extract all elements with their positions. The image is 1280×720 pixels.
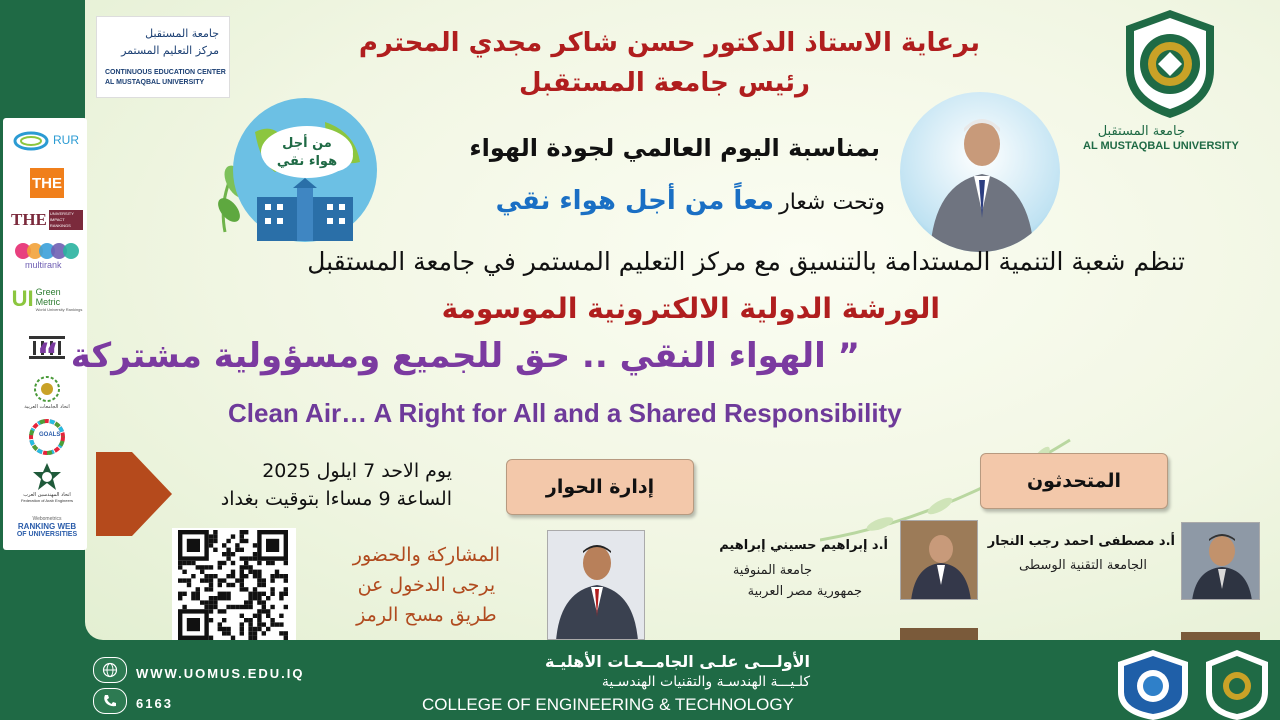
webometrics-logo bbox=[11, 510, 83, 544]
rur-logo bbox=[11, 124, 83, 158]
arab-engineers-sub: Federation of Arab Engineers bbox=[20, 497, 74, 503]
the-label: THE bbox=[30, 168, 64, 198]
speaker-1-name: أ.د مصطفى احمد رجب النجار bbox=[987, 534, 1175, 549]
the-impact-label: THE bbox=[11, 210, 47, 229]
speaker-1-affiliation: الجامعة التقنية الوسطى bbox=[1019, 558, 1147, 573]
phone-icon[interactable] bbox=[93, 688, 127, 714]
speaker-photo-1 bbox=[1181, 522, 1260, 600]
event-time: الساعة 9 مساءا بتوقيت بغداد bbox=[220, 488, 452, 510]
the-impact-logo bbox=[11, 206, 83, 234]
footer-en-line: COLLEGE OF ENGINEERING & TECHNOLOGY bbox=[422, 695, 794, 714]
greenmetric-ui-mark: UI bbox=[11, 286, 34, 311]
workshop-label: الورشة الدولية الالكترونية الموسومة bbox=[441, 292, 940, 325]
rur-label: RUR bbox=[53, 133, 79, 147]
speaker-2-country: جمهورية مصر العربية bbox=[747, 584, 862, 599]
patronage-line1: برعاية الاستاذ الدكتور حسن شاكر مجدي المحترم bbox=[358, 28, 980, 58]
college-shield-logo bbox=[1114, 648, 1192, 720]
patronage-line2: رئيس جامعة المستقبل bbox=[519, 68, 810, 98]
slogan-highlight: معاً من أجل هواء نقي bbox=[495, 186, 774, 216]
greenmetric-sub: World University Rankings bbox=[35, 306, 83, 312]
footer-phone[interactable]: 6163 bbox=[136, 696, 173, 711]
speakers-label: المتحدثون bbox=[980, 453, 1168, 509]
moderator-label: إدارة الحوار bbox=[506, 459, 694, 515]
speaker-2-affiliation: جامعة المنوفية bbox=[732, 563, 812, 578]
globe-icon[interactable] bbox=[93, 657, 127, 683]
person-silhouette-icon bbox=[1182, 523, 1260, 600]
speaker-photo-4-partial bbox=[1181, 632, 1260, 640]
continuing-education-logo bbox=[96, 16, 230, 98]
arab-engineers-label: اتحاد المهندسين العرب bbox=[23, 491, 71, 498]
person-silhouette-icon bbox=[900, 92, 1060, 252]
attendance-instructions bbox=[353, 540, 500, 630]
attendance-line1: المشاركة والحضور bbox=[352, 544, 500, 566]
globe-glyph-icon bbox=[102, 662, 118, 678]
university-footer-logo bbox=[1202, 648, 1272, 720]
phone-glyph-icon bbox=[102, 693, 118, 709]
arab-universities-label: اتحاد الجامعات العربية bbox=[24, 404, 70, 410]
greenmetric-logo bbox=[11, 280, 83, 318]
laurel-icon bbox=[30, 374, 64, 404]
orange-arrow-shape bbox=[96, 452, 176, 536]
slogan-prefix: وتحت شعار bbox=[779, 190, 885, 215]
multirank-logo bbox=[11, 238, 83, 272]
the-impact-sub: UNIVERSITY IMPACT RANKINGS bbox=[49, 210, 83, 230]
sdg-logo bbox=[11, 418, 83, 456]
president-portrait bbox=[900, 92, 1060, 252]
earth-building-icon bbox=[215, 92, 387, 250]
university-logo bbox=[1120, 8, 1220, 120]
badge-text-line1: من أجل bbox=[282, 136, 332, 151]
ce-en-line2: AL MUSTAQBAL UNIVERSITY bbox=[105, 79, 205, 86]
badge-text-line2: هواء نقي bbox=[276, 154, 338, 169]
star-emblem-icon bbox=[32, 462, 62, 492]
attendance-line3: طريق مسح الرمز bbox=[356, 604, 497, 626]
clean-air-badge bbox=[215, 92, 387, 250]
greenmetric-label: Green Metric bbox=[35, 286, 61, 307]
ce-ar-line1: جامعة المستقبل bbox=[145, 27, 219, 40]
speaker-2-name: أ.د إبراهيم حسيني إبراهيم bbox=[719, 538, 888, 553]
attendance-line2: يرجى الدخول عن bbox=[357, 574, 496, 596]
occasion-text: بمناسبة اليوم العالمي لجودة الهواء bbox=[469, 134, 880, 162]
university-name-ar: جامعة المستقبل bbox=[1097, 124, 1185, 139]
slogan-line bbox=[496, 186, 885, 216]
footer-ar-line2: كلـيـــة الهندسـة والتقنيات الهندسـية bbox=[601, 674, 810, 690]
person-silhouette-icon bbox=[548, 531, 645, 640]
footer-ar-line1: الأولـــى علـى الجامــعـات الأهليـة bbox=[545, 652, 810, 671]
event-date: يوم الاحد 7 ايلول 2025 bbox=[262, 460, 452, 482]
webometrics-sub: OF UNIVERSITIES bbox=[16, 531, 78, 538]
speaker-photo-2 bbox=[900, 520, 978, 600]
sdg-label: GOALS bbox=[39, 432, 61, 438]
rankings-logo-panel bbox=[3, 118, 87, 550]
webometrics-label: RANKING WEB bbox=[17, 522, 77, 531]
qr-code-icon[interactable] bbox=[172, 528, 296, 640]
webometrics-top: Webometrics bbox=[32, 516, 62, 522]
the-logo bbox=[11, 166, 83, 200]
organizer-text: تنظم شعبة التنمية المستدامة بالتنسيق مع مركز التعليم المستمر في جامعة المستقبل bbox=[307, 247, 1185, 276]
university-logo-year: 2010 bbox=[1158, 98, 1172, 104]
ce-en-line1: CONTINUOUS EDUCATION CENTER bbox=[105, 69, 226, 76]
footer-website[interactable]: WWW.UOMUS.EDU.IQ bbox=[136, 666, 305, 681]
arab-universities-logo bbox=[11, 370, 83, 414]
arab-engineers-logo bbox=[11, 460, 83, 504]
person-silhouette-icon bbox=[901, 521, 978, 600]
university-name-en: AL MUSTAQBAL UNIVERSITY bbox=[1083, 140, 1239, 152]
ce-ar-line2: مركز التعليم المستمر bbox=[121, 44, 219, 57]
moderator-photo bbox=[547, 530, 645, 640]
theme-arabic: ” الهواء النقي .. حق للجميع ومسؤولية مشتركة “ bbox=[36, 336, 860, 376]
theme-english: Clean Air… A Right for All and a Shared Responsibility bbox=[228, 398, 902, 428]
speaker-photo-3-partial bbox=[900, 628, 978, 640]
multirank-label: multirank bbox=[25, 260, 62, 270]
